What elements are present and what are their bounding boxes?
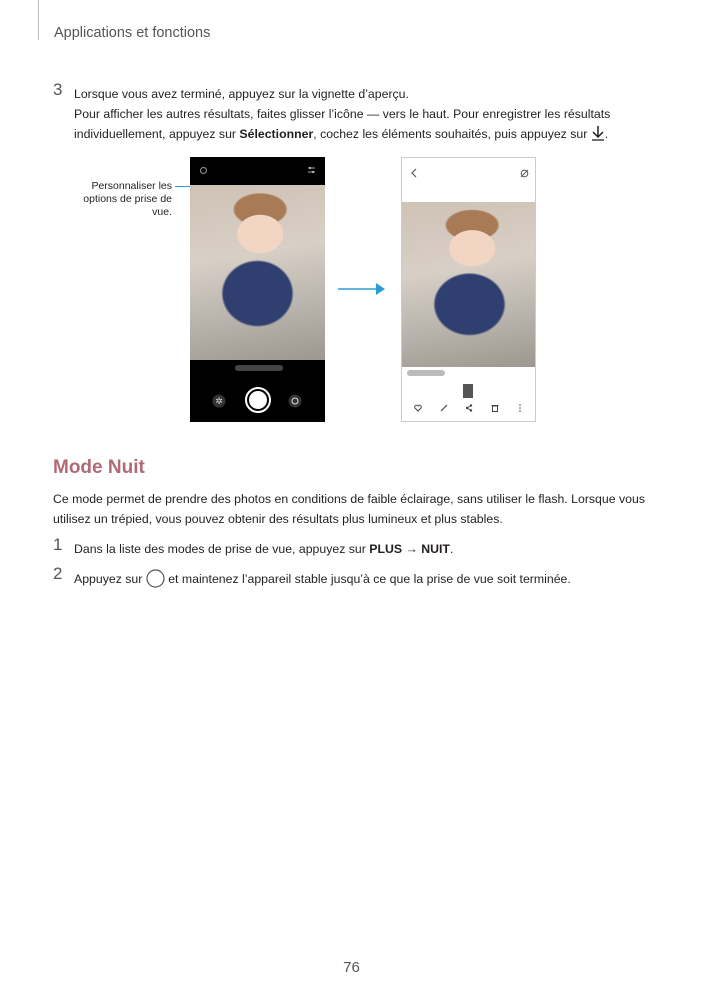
- step-3-text-d: .: [604, 127, 609, 141]
- step-2-text-b: et maintenez l’appareil stable jusqu’à ce que la prise de vue soit terminée.: [164, 572, 571, 586]
- step-3-text-a: individuellement, appuyez sur: [74, 127, 240, 141]
- hide-icon[interactable]: [520, 169, 529, 178]
- camera-screen: [190, 157, 325, 422]
- share-icon[interactable]: [465, 404, 473, 412]
- step-3-line-2: Pour afficher les autres résultats, faites glisser l’icône — vers le haut. Pour enregistrer les résultats: [74, 107, 611, 121]
- switch-camera-icon[interactable]: [288, 394, 302, 408]
- favorite-icon[interactable]: [414, 404, 422, 412]
- back-icon[interactable]: [410, 168, 418, 178]
- step-1-text: [74, 539, 453, 559]
- section-title: Mode Nuit: [53, 457, 145, 478]
- gallery-photo: [402, 202, 536, 367]
- plus-label: PLUS: [369, 542, 403, 556]
- section-intro-line-2: utilisez un trépied, vous pouvez obtenir des résultats plus lumineux et plus stables.: [53, 512, 503, 526]
- gallery-screen: [401, 157, 536, 422]
- more-options-icon[interactable]: [516, 404, 524, 412]
- header-rule: [38, 0, 39, 40]
- camera-preview-photo: [190, 185, 325, 360]
- svg-text:✲: ✲: [215, 397, 223, 407]
- select-label: Sélectionner: [239, 127, 314, 141]
- step-2-text: [74, 569, 571, 589]
- step-1-number: 1: [53, 535, 63, 554]
- step-3-line-3: [74, 124, 608, 144]
- delete-icon[interactable]: [491, 404, 499, 412]
- page-number: 76: [343, 959, 360, 976]
- step-1-arrow: →: [405, 542, 418, 556]
- select-chip[interactable]: [407, 370, 445, 376]
- effects-icon[interactable]: [212, 394, 226, 408]
- preview-thumbnail-strip[interactable]: [235, 365, 283, 371]
- step-3-number: 3: [53, 80, 63, 99]
- step-3-line-1: Lorsque vous avez terminé, appuyez sur la vignette d’aperçu.: [74, 87, 409, 101]
- section-intro-line-1: Ce mode permet de prendre des photos en conditions de faible éclairage, sans utiliser le flash. Lorsque vous: [53, 492, 645, 506]
- nuit-label: NUIT: [421, 542, 450, 556]
- step-1-text-b: .: [449, 542, 454, 556]
- result-thumbnail[interactable]: [463, 384, 473, 398]
- flow-arrow: [338, 282, 386, 296]
- step-2-number: 2: [53, 564, 63, 583]
- step-1-text-a: Dans la liste des modes de prise de vue, appuyez sur: [74, 542, 370, 556]
- step-2-text-a: Appuyez sur: [74, 572, 146, 586]
- callout-text: Personnaliser les options de prise de vue.: [83, 180, 172, 218]
- step-3-text-c: , cochez les éléments souhaités, puis appuyez sur: [313, 127, 591, 141]
- shooting-options-icon[interactable]: [307, 166, 316, 175]
- shutter-button[interactable]: [245, 387, 271, 413]
- settings-icon[interactable]: [199, 166, 208, 175]
- page-header: Applications et fonctions: [54, 25, 211, 41]
- edit-icon[interactable]: [440, 404, 448, 412]
- shutter-icon: [146, 569, 165, 588]
- download-icon: [591, 125, 605, 141]
